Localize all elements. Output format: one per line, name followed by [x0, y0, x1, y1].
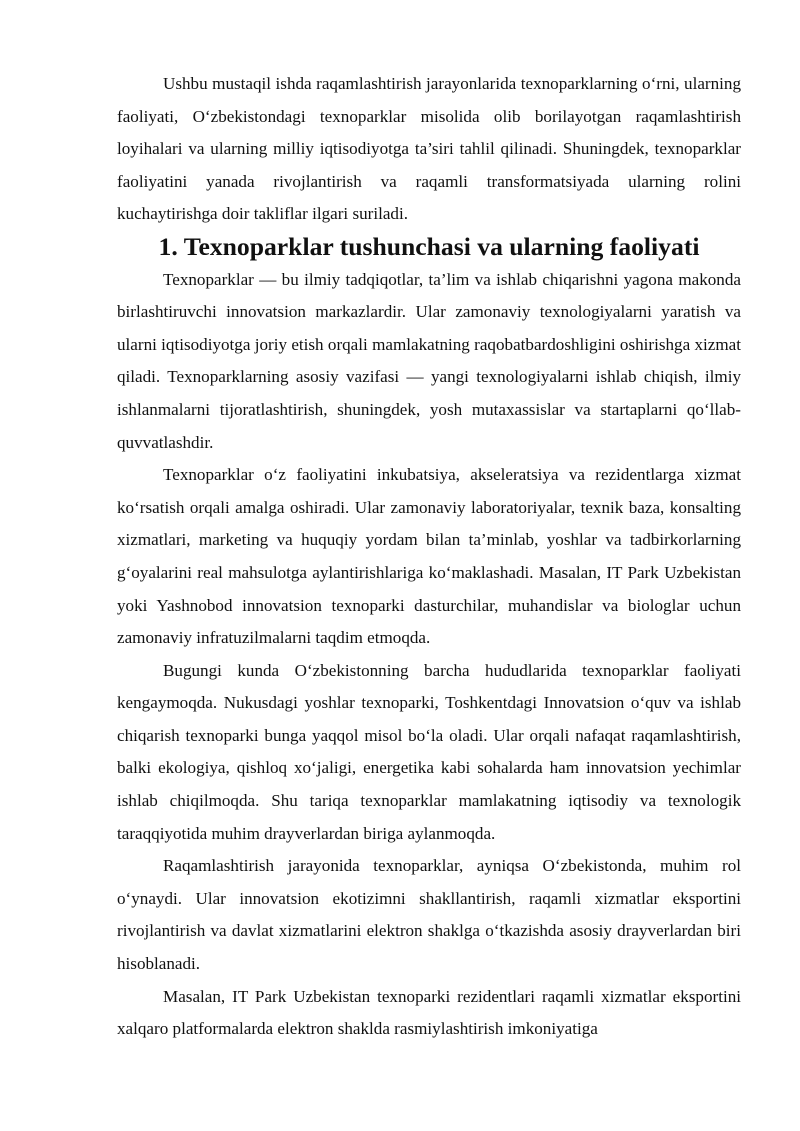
body-paragraph: Texnoparklar o‘z faoliyatini inkubatsiya, akseleratsiya va rezidentlarga xizmat ko‘rsatish orqali amalga oshiradi. Ular zamonaviy laboratoriyalar, texnik baza, konsalting xizmatlari, marketing va huquqiy yordam bilan ta’minlab, yoshlar va tadbirkorlarning g‘oyalarini real mahsulotga aylantirishlariga ko‘maklashadi. Masalan, IT Park Uzbekistan yoki Yashnobod innovatsion texnoparki dasturchilar, muhandislar va biologlar uchun zamonaviy infratuzilmalarni taqdim etmoqda.	[117, 465, 741, 648]
body-paragraph: Masalan, IT Park Uzbekistan texnoparki rezidentlari raqamli xizmatlar eksportini xalqaro platformalarda elektron shaklda rasmiylashtirish imkoniyatiga	[117, 986, 741, 1039]
body-paragraph: Raqamlashtirish jarayonida texnoparklar, ayniqsa O‘zbekistonda, muhim rol o‘ynaydi. Ular innovatsion ekotizimni shakllantirish, raqamli xizmatlar eksportini rivojlantirish va davlat xizmatlarini elektron shaklga o‘tkazishda asosiy drayverlardan biri hisoblanadi.	[117, 856, 741, 974]
document-page	[117, 68, 741, 1046]
section-heading: 1. Texnoparklar tushunchasi va ularning faoliyati	[158, 231, 700, 261]
intro-paragraph: Ushbu mustaqil ishda raqamlashtirish jarayonlarida texnoparklarning o‘rni, ularning faoliyati, O‘zbekistondagi texnoparklar misolida olib borilayotgan raqamlashtirish loyihalari va ularning milliy iqtisodiyotga ta’siri tahlil qilinadi. Shuningdek, texnoparklar faoliyatini yanada rivojlantirish va raqamli transformatsiyada ularning rolini kuchaytirishga doir takliflar ilgari suriladi.	[117, 74, 741, 224]
body-paragraph: Texnoparklar — bu ilmiy tadqiqotlar, ta’lim va ishlab chiqarishni yagona makonda birlashtiruvchi innovatsion markazlardir. Ular zamonaviy texnologiyalarni yaratish va ularni iqtisodiyotga joriy etish orqali mamlakatning raqobatbardoshligini oshirishga xizmat qiladi. Texnoparklarning asosiy vazifasi — yangi texnologiyalarni ishlab chiqish, ilmiy ishlanmalarni tijoratlashtirish, shuningdek, yosh mutaxassislar va startaplarni qo‘llab-quvvatlashdir.	[117, 269, 741, 452]
body-paragraph: Bugungi kunda O‘zbekistonning barcha hududlarida texnoparklar faoliyati kengaymoqda. Nukusdagi yoshlar texnoparki, Toshkentdagi Innovatsion o‘quv va ishlab chiqarish texnoparki bunga yaqqol misol bo‘la oladi. Ular orqali nafaqat raqamlashtirish, balki ekologiya, qishloq xo‘jaligi, energetika kabi sohalarda ham innovatsion yechimlar ishlab chiqilmoqda. Shu tariqa texnoparklar mamlakatning iqtisodiy va texnologik taraqqiyotida muhim drayverlardan biriga aylanmoqda.	[117, 660, 741, 843]
